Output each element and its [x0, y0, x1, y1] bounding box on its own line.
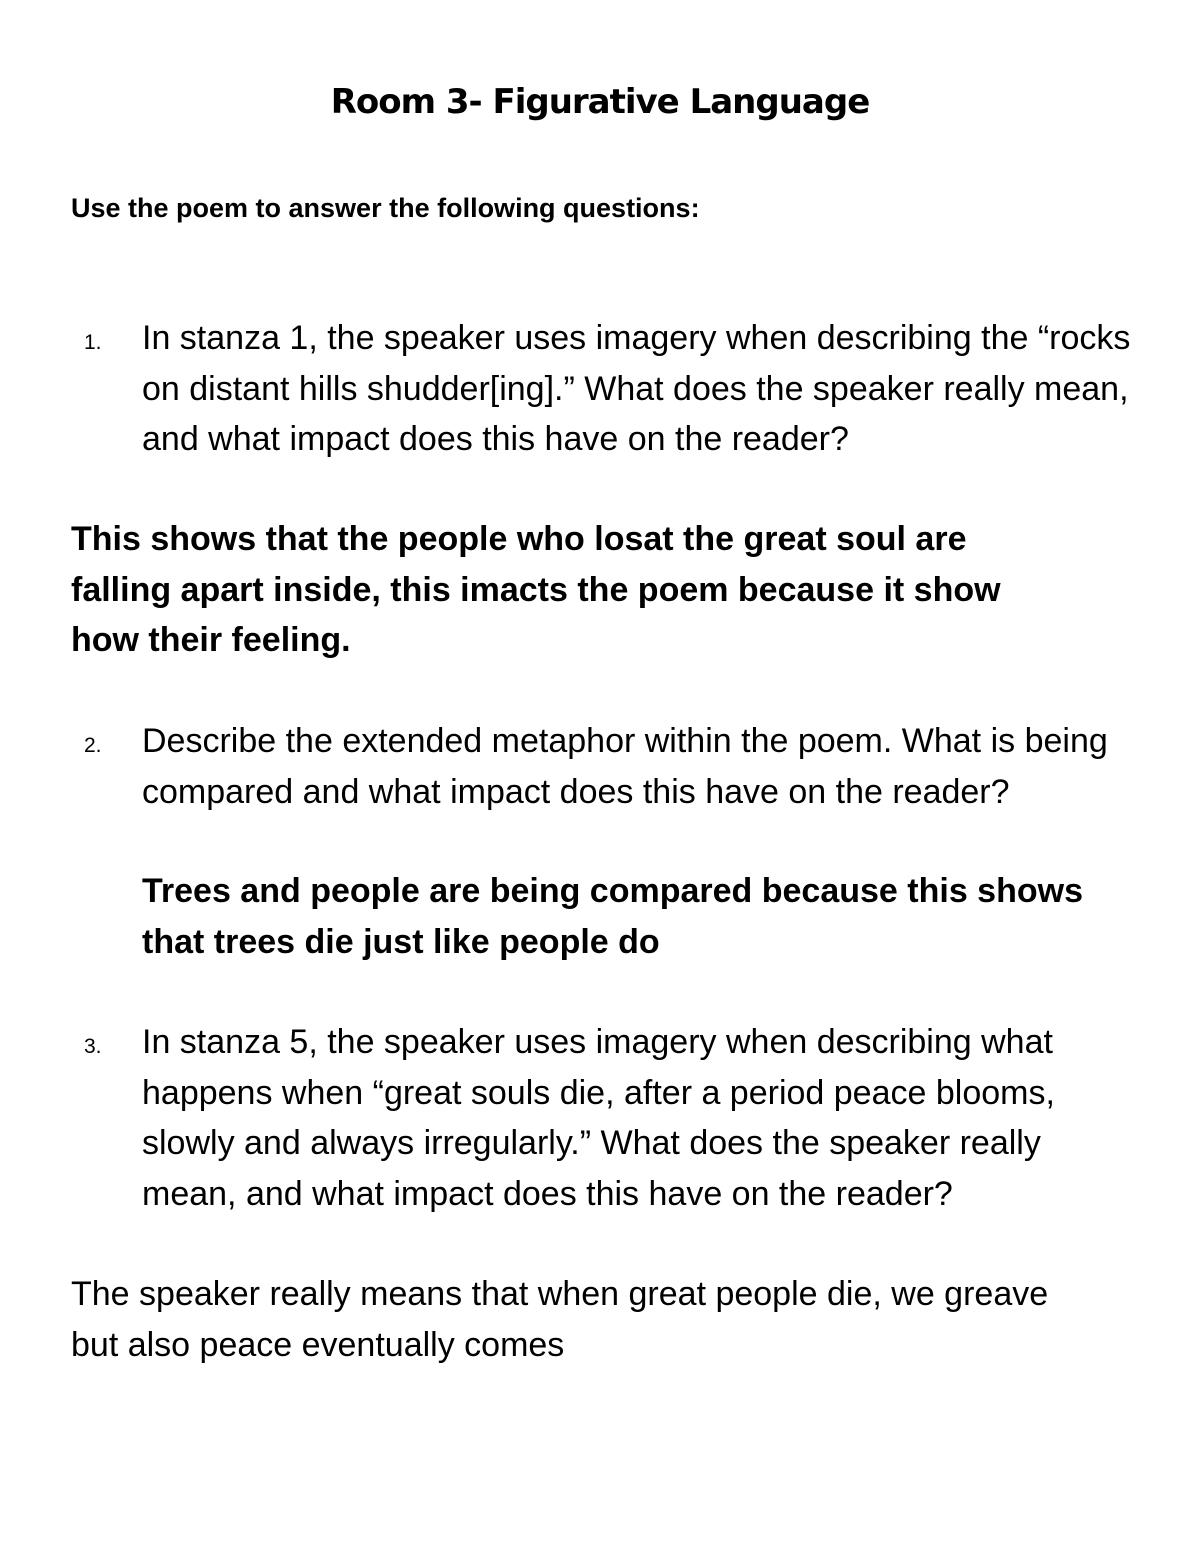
question-1-number: 1.: [84, 331, 102, 354]
page-title: Room 3- Figurative Language: [330, 82, 870, 122]
question-1-text: In stanza 1, the speaker uses imagery when describing the “rocks on distant hills shudder[ing].” What does the speaker really mean, and what impact does this have on the reader?: [142, 319, 1131, 458]
question-2-number: 2.: [84, 734, 102, 757]
question-3-text: In stanza 5, the speaker uses imagery when describing what happens when “great souls die, after a period peace blooms, slowly and always irregularly.” What does the speaker really mean, and what impact does this have on the reader?: [142, 1023, 1055, 1213]
instructions: Use the poem to answer the following questions:: [71, 193, 700, 223]
answer-3: The speaker really means that when great people die, we greave but also peace eventually comes: [71, 1275, 1049, 1364]
question-2-text: Describe the extended metaphor within the poem. What is being compared and what impact does this have on the reader?: [142, 722, 1108, 811]
answer-1: This shows that the people who losat the great soul are falling apart inside, this imacts the poem because it show how their feeling.: [71, 520, 1001, 659]
answer-2: Trees and people are being compared because this shows that trees die just like people do: [142, 872, 1083, 961]
question-3-number: 3.: [84, 1035, 102, 1058]
